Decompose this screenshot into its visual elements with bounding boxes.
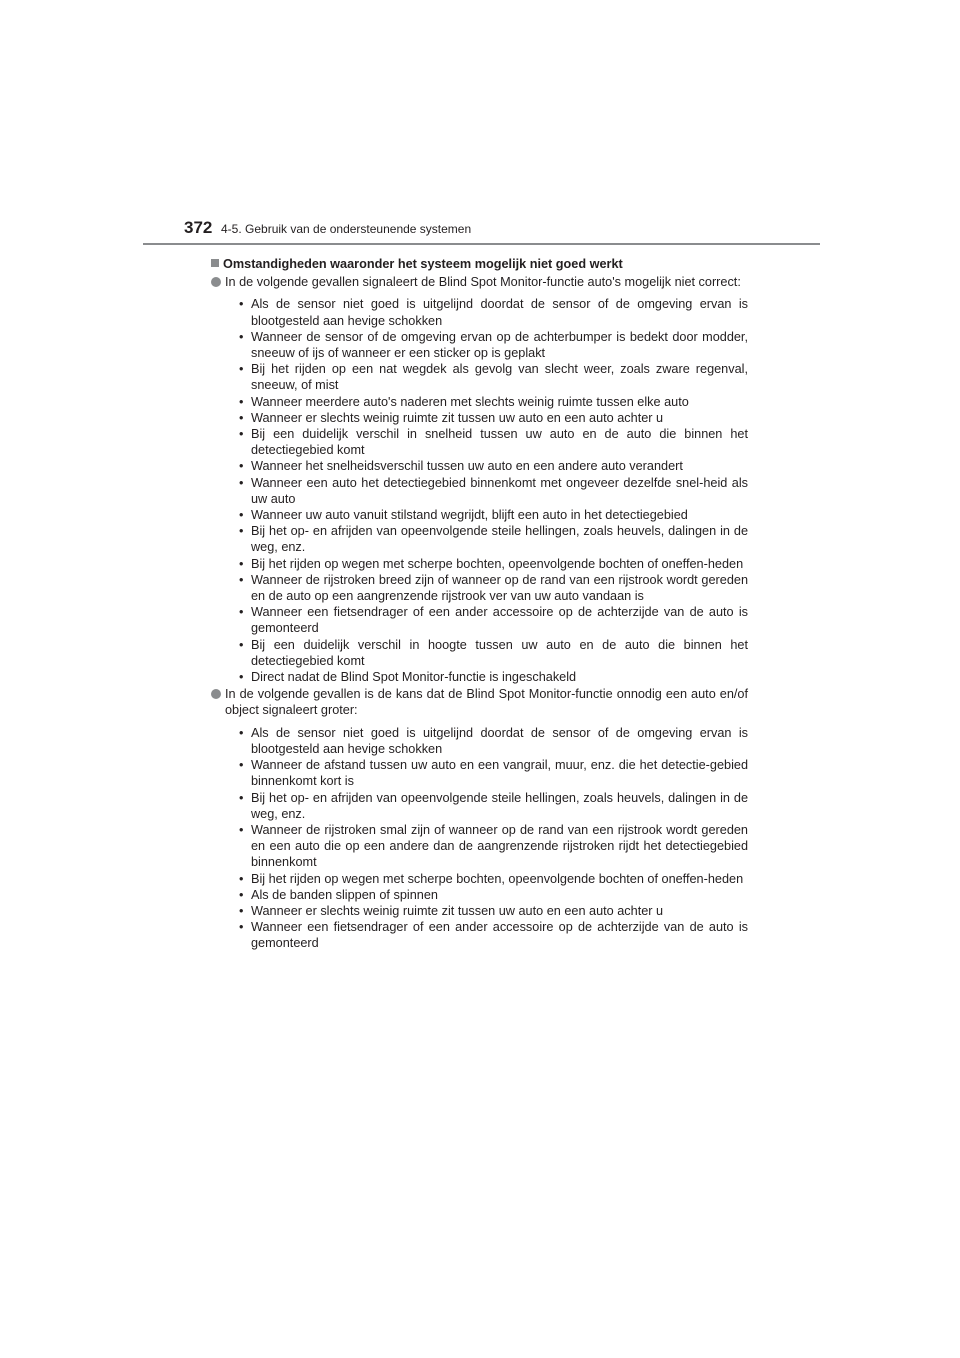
section-title: 4-5. Gebruik van de ondersteunende systemen xyxy=(221,222,472,236)
page-content xyxy=(211,256,748,952)
list-item: • Direct nadat de Blind Spot Monitor-functie is ingeschakeld xyxy=(239,669,748,685)
condition-list xyxy=(211,296,748,685)
header-divider xyxy=(143,243,820,245)
group-intro-text: In de volgende gevallen is de kans dat de Blind Spot Monitor-functie onnodig een auto en/of object signaleert groter: xyxy=(225,687,748,718)
subsection-heading xyxy=(211,256,748,272)
list-item: • Bij een duidelijk verschil in hoogte tussen uw auto en de auto die binnen het detectiegebied komt xyxy=(239,637,748,669)
list-item: • Wanneer er slechts weinig ruimte zit tussen uw auto en een auto achter u xyxy=(239,903,748,919)
list-item: • Als de sensor niet goed is uitgelijnd doordat de sensor of de omgeving ervan is blootgesteld aan hevige schokken xyxy=(239,296,748,328)
square-bullet-icon xyxy=(211,259,219,267)
list-item: • Wanneer de sensor of de omgeving ervan op de achterbumper is bedekt door modder, sneeuw of ijs of wanneer er een sticker op is geplakt xyxy=(239,329,748,361)
group-intro xyxy=(211,686,748,718)
group-intro-text: In de volgende gevallen signaleert de Blind Spot Monitor-functie auto's mogelijk niet correct: xyxy=(225,275,741,290)
list-item: • Wanneer het snelheidsverschil tussen uw auto en een andere auto verandert xyxy=(239,458,748,474)
list-item: • Bij het op- en afrijden van opeenvolgende steile hellingen, zoals heuvels, dalingen in de weg, enz. xyxy=(239,523,748,555)
circle-bullet-icon xyxy=(211,689,221,699)
condition-list xyxy=(211,725,748,952)
list-item: • Bij het rijden op een nat wegdek als gevolg van slecht weer, zoals zware regenval, sneeuw, of mist xyxy=(239,361,748,393)
list-item: • Wanneer meerdere auto's naderen met slechts weinig ruimte tussen elke auto xyxy=(239,394,748,410)
list-item: • Als de banden slippen of spinnen xyxy=(239,887,748,903)
list-item: • Bij een duidelijk verschil in snelheid tussen uw auto en de auto die binnen het detectiegebied komt xyxy=(239,426,748,458)
list-item: • Wanneer een fietsendrager of een ander accessoire op de achterzijde van de auto is gemonteerd xyxy=(239,604,748,636)
list-item: • Bij het rijden op wegen met scherpe bochten, opeenvolgende bochten of oneffen-heden xyxy=(239,556,748,572)
list-item: • Bij het op- en afrijden van opeenvolgende steile hellingen, zoals heuvels, dalingen in de weg, enz. xyxy=(239,790,748,822)
list-item: • Wanneer de rijstroken smal zijn of wanneer op de rand van een rijstrook wordt gereden en een auto die op een andere dan de aangrenzende rijstroken rijdt het detectiegebied binnenkomt xyxy=(239,822,748,871)
list-item: • Wanneer een auto het detectiegebied binnenkomt met ongeveer dezelfde snel-heid als uw auto xyxy=(239,475,748,507)
list-item: • Wanneer er slechts weinig ruimte zit tussen uw auto en een auto achter u xyxy=(239,410,748,426)
circle-bullet-icon xyxy=(211,277,221,287)
list-item: • Bij het rijden op wegen met scherpe bochten, opeenvolgende bochten of oneffen-heden xyxy=(239,871,748,887)
page-number: 372 xyxy=(184,218,213,237)
list-item: • Wanneer een fietsendrager of een ander accessoire op de achterzijde van de auto is gemonteerd xyxy=(239,919,748,951)
list-item: • Wanneer uw auto vanuit stilstand wegrijdt, blijft een auto in het detectiegebied xyxy=(239,507,748,523)
list-item: • Wanneer de afstand tussen uw auto en een vangrail, muur, enz. die het detectie-gebied binnenkomt kort is xyxy=(239,757,748,789)
condition-group-missed xyxy=(211,274,748,685)
condition-group-false-detection xyxy=(211,686,748,951)
subsection-heading-text: Omstandigheden waaronder het systeem mogelijk niet goed werkt xyxy=(223,257,623,271)
list-item: • Als de sensor niet goed is uitgelijnd doordat de sensor of de omgeving ervan is blootgesteld aan hevige schokken xyxy=(239,725,748,757)
list-item: • Wanneer de rijstroken breed zijn of wanneer op de rand van een rijstrook wordt gereden en de auto op een aangrenzende rijstrook ver van uw auto vandaan is xyxy=(239,572,748,604)
group-intro xyxy=(211,274,748,290)
